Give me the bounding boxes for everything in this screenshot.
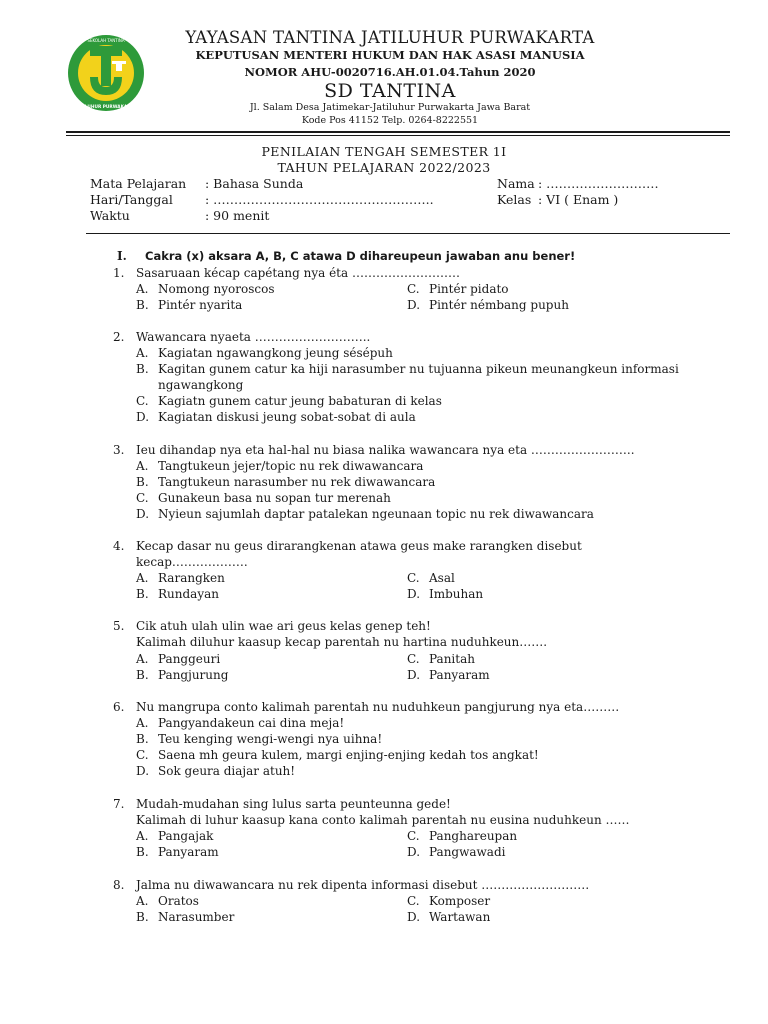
question-text: Cik atuh ulah ulin wae ari geus kelas genep teh! bbox=[136, 619, 431, 633]
option-letter: B. bbox=[136, 475, 149, 489]
option-text: Nyieun sajumlah daptar patalekan ngeunaan topic nu rek diwawancara bbox=[158, 507, 594, 521]
option-text: Pintér némbang pupuh bbox=[429, 298, 569, 312]
question-text: Nu mangrupa conto kalimah parentah nu nuduhkeun pangjurung nya eta……… bbox=[136, 700, 620, 714]
option-letter: C. bbox=[407, 652, 420, 666]
option-text: Komposer bbox=[429, 894, 491, 908]
option-letter: A. bbox=[136, 459, 149, 473]
subject-label: Mata Pelajaran bbox=[90, 176, 187, 191]
option-text: Rundayan bbox=[158, 587, 219, 601]
question-text: Sasaruaan kécap capétang nya éta ……………………… bbox=[136, 266, 460, 280]
question-number: 1. bbox=[113, 266, 125, 280]
header-divider-thick bbox=[66, 131, 730, 133]
option-letter: C. bbox=[407, 894, 420, 908]
question-text-continued: Kalimah diluhur kaasup kecap parentah nu hartina nuduhkeun……. bbox=[136, 635, 548, 649]
option-letter: B. bbox=[136, 732, 149, 746]
question-text: Ieu dihandap nya eta hal-hal nu biasa nalika wawancara nya eta …………………….. bbox=[136, 443, 635, 457]
option-letter: C. bbox=[136, 491, 149, 505]
question-text: Jalma nu diwawancara nu rek dipenta informasi disebut ……………………… bbox=[136, 878, 590, 892]
option-text: Panyaram bbox=[158, 845, 219, 859]
option-letter: A. bbox=[136, 716, 149, 730]
option-letter: A. bbox=[136, 571, 149, 585]
option-text: Narasumber bbox=[158, 910, 235, 924]
option-text: Nomong nyoroscos bbox=[158, 282, 275, 296]
option-text: Pintér nyarita bbox=[158, 298, 243, 312]
section-number: I. bbox=[117, 249, 127, 263]
option-text: Kagiatan ngawangkong jeung sésépuh bbox=[158, 346, 393, 360]
question-text-continued: kecap………………. bbox=[136, 555, 248, 569]
question-number: 6. bbox=[113, 700, 125, 714]
option-letter: B. bbox=[136, 910, 149, 924]
question-text: Kecap dasar nu geus dirarangkenan atawa geus make rarangken disebut bbox=[136, 539, 582, 553]
section-instruction: Cakra (x) aksara A, B, C atawa D dihareupeun jawaban anu bener! bbox=[145, 249, 576, 263]
date-label: Hari/Tanggal bbox=[90, 192, 173, 207]
option-text: Panyaram bbox=[429, 668, 490, 682]
option-letter: B. bbox=[136, 845, 149, 859]
question-number: 5. bbox=[113, 619, 125, 633]
option-text: Sok geura diajar atuh! bbox=[158, 764, 296, 778]
question-number: 4. bbox=[113, 539, 125, 553]
name-value: : ……………………… bbox=[538, 176, 659, 191]
option-letter: B. bbox=[136, 668, 149, 682]
option-letter: C. bbox=[407, 829, 420, 843]
option-letter: D. bbox=[407, 668, 421, 682]
option-letter: D. bbox=[407, 587, 421, 601]
option-text: Kagiatn gunem catur jeung babaturan di kelas bbox=[158, 394, 442, 408]
option-letter: D. bbox=[136, 764, 150, 778]
option-letter: B. bbox=[136, 587, 149, 601]
question-text: Wawancara nyaeta ……………………….. bbox=[136, 330, 371, 344]
option-text: Oratos bbox=[158, 894, 199, 908]
date-value: : …………………………………………….. bbox=[205, 192, 434, 207]
time-value: : 90 menit bbox=[205, 208, 270, 223]
option-text: Pintér pidato bbox=[429, 282, 509, 296]
school-address: Jl. Salam Desa Jatimekar-Jatiluhur Purwakarta Jawa Barat bbox=[249, 102, 531, 113]
option-letter: A. bbox=[136, 652, 149, 666]
option-text: Panitah bbox=[429, 652, 475, 666]
option-text: Wartawan bbox=[429, 910, 491, 924]
school-name: SD TANTINA bbox=[324, 80, 456, 102]
class-label: Kelas bbox=[497, 192, 532, 207]
subject-value: : Bahasa Sunda bbox=[205, 176, 304, 191]
option-letter: A. bbox=[136, 829, 149, 843]
exam-year: TAHUN PELAJARAN 2022/2023 bbox=[277, 160, 491, 175]
question-number: 7. bbox=[113, 797, 125, 811]
decree-number: NOMOR AHU-0020716.AH.01.04.Tahun 2020 bbox=[244, 65, 536, 79]
option-text: Panghareupan bbox=[429, 829, 518, 843]
option-text: Pangwawadi bbox=[429, 845, 506, 859]
decree-line: KEPUTUSAN MENTERI HUKUM DAN HAK ASASI MANUSIA bbox=[195, 48, 585, 62]
name-label: Nama bbox=[497, 176, 535, 191]
option-letter: A. bbox=[136, 282, 149, 296]
option-text: Kagiatan diskusi jeung sobat-sobat di aula bbox=[158, 410, 416, 424]
option-text: Tangtukeun narasumber nu rek diwawancara bbox=[158, 475, 436, 489]
option-letter: D. bbox=[407, 298, 421, 312]
foundation-name: YAYASAN TANTINA JATILUHUR PURWAKARTA bbox=[185, 28, 595, 47]
option-text: Pangyandakeun cai dina meja! bbox=[158, 716, 345, 730]
option-letter: C. bbox=[407, 282, 420, 296]
option-letter: B. bbox=[136, 298, 149, 312]
option-letter: B. bbox=[136, 362, 149, 376]
logo-top-text: SEKOLAH TANTINA bbox=[87, 38, 125, 43]
option-text: Kagitan gunem catur ka hiji narasumber nu tujuanna pikeun meunangkeun informasi bbox=[158, 362, 679, 376]
option-text: Asal bbox=[429, 571, 455, 585]
option-letter: C. bbox=[136, 748, 149, 762]
exam-title: PENILAIAN TENGAH SEMESTER 1I bbox=[261, 144, 507, 159]
logo-bottom-text: JATILUHUR PURWAKARTA bbox=[75, 105, 137, 110]
option-text: Saena mh geura kulem, margi enjing-enjing kedah tos angkat! bbox=[158, 748, 539, 762]
header-divider-thin bbox=[66, 135, 730, 136]
question-number: 3. bbox=[113, 443, 125, 457]
option-text: Tangtukeun jejer/topic nu rek diwawancara bbox=[158, 459, 424, 473]
option-text: Rarangken bbox=[158, 571, 225, 585]
option-letter: C. bbox=[136, 394, 149, 408]
school-contact: Kode Pos 41152 Telp. 0264-8222551 bbox=[301, 115, 479, 126]
option-letter: D. bbox=[407, 845, 421, 859]
class-value: : VI ( Enam ) bbox=[538, 192, 619, 207]
option-letter: A. bbox=[136, 894, 149, 908]
option-text: Panggeuri bbox=[158, 652, 221, 666]
option-letter: D. bbox=[136, 410, 150, 424]
option-letter: D. bbox=[407, 910, 421, 924]
question-text-continued: Kalimah di luhur kaasup kana conto kalimah parentah nu eusina nuduhkeun …… bbox=[136, 813, 630, 827]
option-letter: A. bbox=[136, 346, 149, 360]
option-text: Pangjurung bbox=[158, 668, 229, 682]
option-text: Gunakeun basa nu sopan tur merenah bbox=[158, 491, 391, 505]
question-number: 2. bbox=[113, 330, 125, 344]
question-text: Mudah-mudahan sing lulus sarta peunteunna gede! bbox=[136, 797, 451, 811]
question-number: 8. bbox=[113, 878, 125, 892]
option-text: Pangajak bbox=[158, 829, 214, 843]
option-text: Imbuhan bbox=[429, 587, 484, 601]
fields-divider bbox=[86, 233, 730, 234]
option-letter: D. bbox=[136, 507, 150, 521]
time-label: Waktu bbox=[90, 208, 130, 223]
school-logo-icon bbox=[66, 33, 146, 113]
option-letter: C. bbox=[407, 571, 420, 585]
option-b-continued: ngawangkong bbox=[158, 378, 244, 392]
option-text: Teu kenging wengi-wengi nya uihna! bbox=[158, 732, 383, 746]
